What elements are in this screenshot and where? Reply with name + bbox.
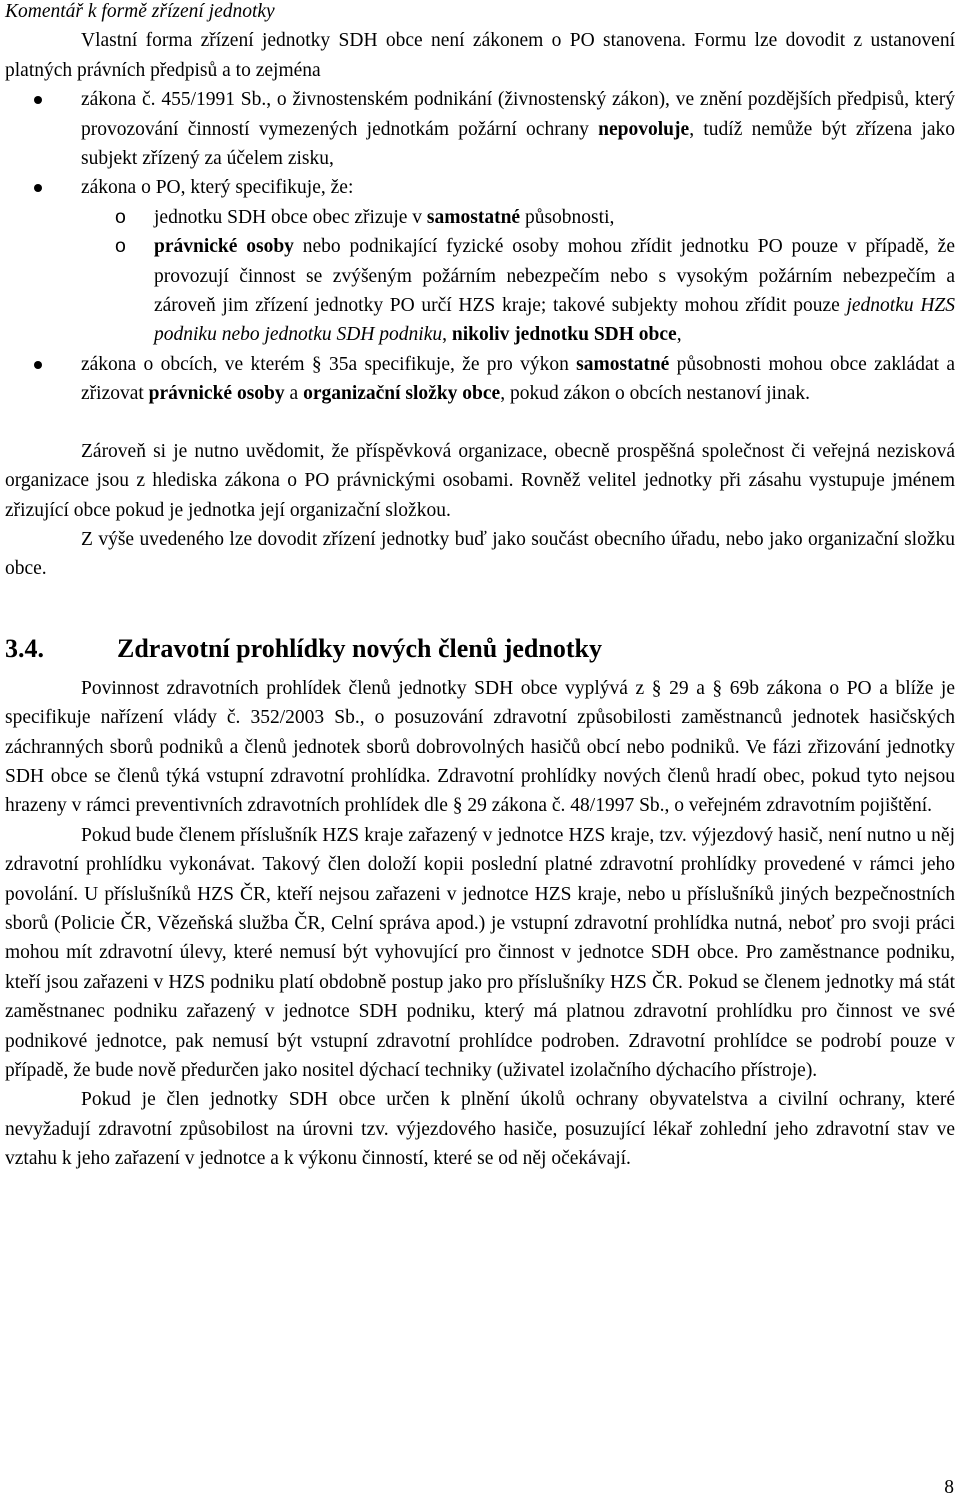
bullet-icon	[34, 184, 42, 192]
circle-bullet-icon: o	[115, 205, 126, 228]
comment-heading: Komentář k formě zřízení jednotky	[5, 1, 275, 22]
list-item: zákona o PO, který specifikuje, že: o jednotku SDH obce obec zřizuje v samostatné působnosti, o právnické osoby nebo podnikající fyzické osoby mohou zřídit jednotku PO pouze v případě, že provozují činnost se zvýšeným požárním nebezpečím nebo s vysokým požárním nebezpečím a zároveň jim zřízení jednotky PO určí HZS kraje; takové subjekty mohou zřídit pouze jednotku HZS podniku nebo jednotku SDH podniku, nikoliv jednotku SDH obce,	[81, 173, 955, 349]
intro-paragraph: Vlastní forma zřízení jednotky SDH obce není zákonem o PO stanovena. Formu lze dovodit z ustanovení platných právních předpisů a to zejména	[5, 30, 955, 81]
sub-list	[81, 203, 955, 350]
legal-basis-list	[5, 85, 955, 408]
bullet-icon	[34, 96, 42, 104]
section-number: 3.4.	[5, 633, 44, 663]
document-page	[5, 0, 955, 1174]
section-heading	[5, 632, 955, 666]
section-title: Zdravotní prohlídky nových členů jednotky	[117, 633, 602, 663]
page-number: 8	[944, 1477, 954, 1498]
list-item: zákona č. 455/1991 Sb., o živnostenském podnikání (živnostenský zákon), ve znění pozdějších předpisů, který provozování činností vymezených jednotkám požární ochrany nepovoluje, tudíž nemůže být zřízena jako subjekt zřízený za účelem zisku,	[81, 85, 955, 173]
bullet-icon	[34, 361, 42, 369]
paragraph-zaroven: Zároveň si je nutno uvědomit, že příspěvková organizace, obecně prospěšná společnost či veřejná nezisková organizace jsou z hlediska zákona o PO právnickými osobami. Rovněž velitel jednotky při zásahu vystupuje jménem zřizující obce pokud je jednotka její organizační složkou.	[5, 440, 955, 521]
paragraph-povinnost: Povinnost zdravotních prohlídek členů jednotky SDH obce vyplývá z § 29 a § 69b zákona o PO a blíže je specifikuje nařízení vlády č. 352/2003 Sb., o posuzování zdravotní způsobilosti zaměstnanců jednotek hasičských záchranných sborů podniků a členů jednotek sborů dobrovolných hasičů obcí nebo podniků. Ve fázi zřizování jednotky SDH obce se členů týká vstupní zdravotní prohlídka. Zdravotní prohlídky nových členů hradí obec, pokud tyto nejsou hrazeny v rámci preventivních zdravotních prohlídek dle § 29 zákona č. 48/1997 Sb., o veřejném zdravotním pojištění.	[5, 677, 955, 817]
sub-list-item: o právnické osoby nebo podnikající fyzické osoby mohou zřídit jednotku PO pouze v případě, že provozují činnost se zvýšeným požárním nebezpečím nebo s vysokým požárním nebezpečím a zároveň jim zřízení jednotky PO určí HZS kraje; takové subjekty mohou zřídit pouze jednotku HZS podniku nebo jednotku SDH podniku, nikoliv jednotku SDH obce,	[154, 232, 955, 350]
paragraph-z-vyse: Z výše uvedeného lze dovodit zřízení jednotky buď jako součást obecního úřadu, nebo jako organizační složku obce.	[5, 528, 955, 580]
paragraph-pokud-clen: Pokud je člen jednotky SDH obce určen k plnění úkolů ochrany obyvatelstva a civilní ochrany, které nevyžadují zdravotní způsobilost na úrovni tzv. výjezdového hasiče, posuzující lékař zohlední jeho zdravotní stav ve vztahu k jeho zařazení v jednotce a k výkonu činností, které se od něj očekávají.	[5, 1089, 955, 1170]
circle-bullet-icon: o	[115, 235, 126, 258]
sub-list-item: o jednotku SDH obce obec zřizuje v samostatné působnosti,	[154, 203, 955, 232]
paragraph-pokud-hzs: Pokud bude členem příslušník HZS kraje zařazený v jednotce HZS kraje, tzv. výjezdový hasič, není nutno u něj zdravotní prohlídku vykonávat. Takový člen doloží kopii poslední platné zdravotní prohlídky provedené v rámci jeho povolání. U příslušníků HZS ČR, kteří nejsou zařazeni v jednotce HZS kraje, nebo u příslušníků jiných bezpečnostních sborů (Policie ČR, Vězeňská služba ČR, Celní správa apod.) je vstupní zdravotní prohlídka nutná, neboť pro svoji práci mohou mít zdravotní úlevy, které nemusí být vyhovující pro činnost v jednotce SDH obce. Pro zaměstnance podniku, kteří jsou zařazeni v HZS podniku platí obdobně postup jako pro příslušníky HZS ČR. Pokud se členem jednotky má stát zaměstnanec podniku zařazený v jednotce SDH podniku, který má platnou zdravotní prohlídku pro činnost ve své podnikové jednotce, pak nemusí být vstupní zdravotní prohlídce podroben. Zdravotní prohlídce se podrobí pouze v případě, že bude nově předurčen jako nositel dýchací techniky (uživatel izolačního dýchacího přístroje).	[5, 824, 955, 1081]
spacer	[5, 409, 955, 437]
list-item: zákona o obcích, ve kterém § 35a specifikuje, že pro výkon samostatné působnosti mohou obce zakládat a zřizovat právnické osoby a organizační složky obce, pokud zákon o obcích nestanoví jinak.	[81, 350, 955, 409]
